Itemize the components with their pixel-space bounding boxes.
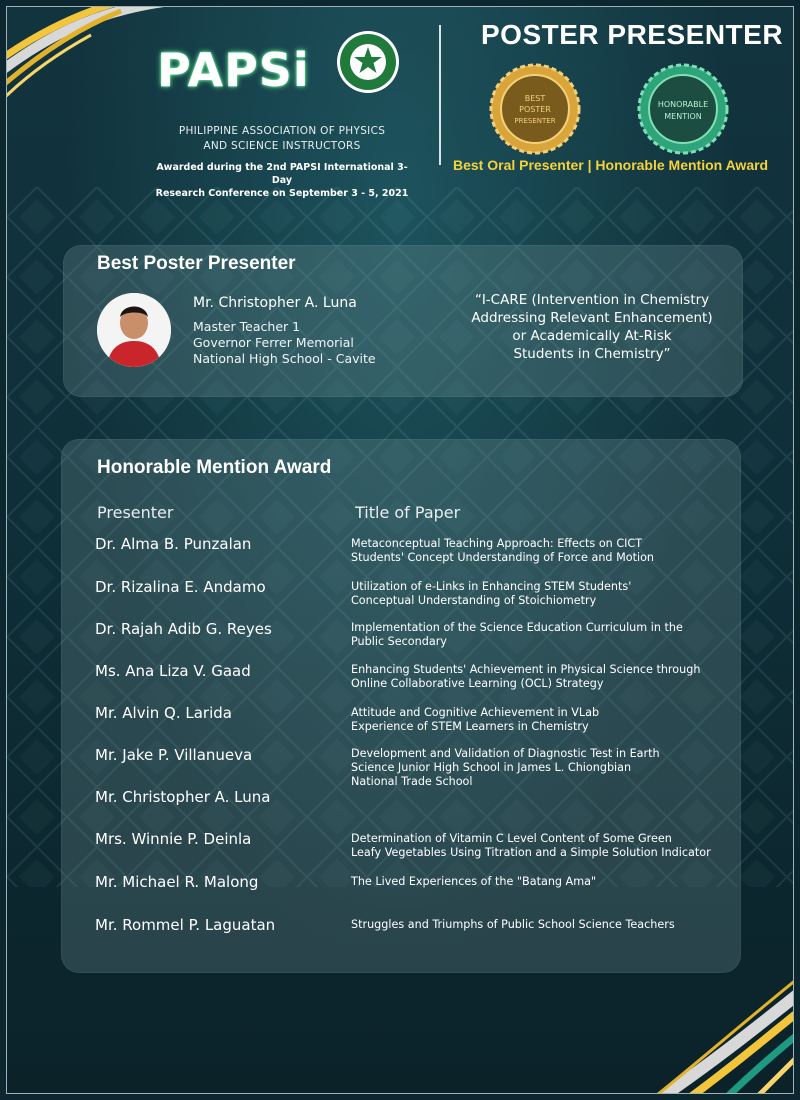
gold-ribbon-top-left [6, 6, 171, 111]
badge-caption: Best Oral Presenter | Honorable Mention Award [453, 157, 769, 173]
presenter-name: Dr. Rajah Adib G. Reyes [95, 620, 272, 638]
paper-title: Metaconceptual Teaching Approach: Effects on CICT Students' Concept Understanding of Force and Motion [351, 537, 655, 564]
best-poster-affiliation: Master Teacher 1 Governor Ferrer Memorial National High School - Cavite [193, 319, 376, 366]
university-seal [335, 29, 401, 95]
title-column-header: Title of Paper [355, 503, 461, 522]
paper-title: Struggles and Triumphs of Public School Science Teachers [351, 918, 675, 931]
presenter-name: Ms. Ana Liza V. Gaad [95, 662, 251, 680]
header-divider [439, 25, 441, 165]
presenter-name: Mrs. Winnie P. Deinla [95, 830, 252, 848]
presenter-name: Mr. Christopher A. Luna [95, 788, 271, 806]
svg-text:HONORABLE: HONORABLE [657, 100, 709, 109]
paper-title: Attitude and Cognitive Achievement in VLab Experience of STEM Learners in Chemistry [351, 706, 600, 733]
presenter-name: Dr. Alma B. Punzalan [95, 535, 252, 553]
presenter-name: Mr. Michael R. Malong [95, 873, 259, 891]
organization-name: PHILIPPINE ASSOCIATION OF PHYSICS AND SCIENCE INSTRUCTORS [178, 125, 386, 152]
presenter-column-header: Presenter [97, 503, 174, 522]
best-poster-paper-title: “I-CARE (Intervention in Chemistry Addressing Relevant Enhancement) or Academically At-Risk Students in Chemistry” [471, 292, 713, 362]
awarded-text: Awarded during the 2nd PAPSI International 3-Day Research Conference on September 3 - 5, 2021 [155, 162, 409, 199]
svg-text:BEST: BEST [524, 94, 546, 103]
paper-title: The Lived Experiences of the "Batang Ama" [351, 875, 597, 888]
honorable-mention-badge-icon [637, 63, 729, 155]
poster-presenter-title: POSTER PRESENTER [481, 19, 784, 50]
svg-text:PRESENTER: PRESENTER [514, 117, 556, 125]
avatar [97, 293, 171, 367]
svg-text:MENTION: MENTION [664, 112, 702, 121]
paper-title: Utilization of e-Links in Enhancing STEM Students' Conceptual Understanding of Stoichiometry [351, 580, 632, 607]
gold-ribbon-bottom-right [647, 967, 794, 1094]
papsi-logo: PAPSi [157, 43, 310, 97]
paper-title: Implementation of the Science Education Curriculum in the Public Secondary [351, 621, 683, 648]
best-poster-heading: Best Poster Presenter [97, 253, 296, 274]
presenter-name: Mr. Alvin Q. Larida [95, 704, 232, 722]
poster-frame [6, 6, 794, 1094]
presenter-name: Mr. Jake P. Villanueva [95, 746, 253, 764]
best-poster-name: Mr. Christopher A. Luna [193, 295, 357, 311]
paper-title: Determination of Vitamin C Level Content of Some Green Leafy Vegetables Using Titration and a Simple Solution Indicator [351, 832, 711, 859]
best-poster-badge-icon [489, 63, 581, 155]
presenter-name: Dr. Rizalina E. Andamo [95, 578, 266, 596]
paper-title: Development and Validation of Diagnostic Test in Earth Science Junior High School in James L. Chiongbian National Trade School [351, 747, 660, 788]
honorable-mention-heading: Honorable Mention Award [97, 457, 332, 478]
paper-title: Enhancing Students' Achievement in Physical Science through Online Collaborative Learning (OCL) Strategy [351, 663, 701, 690]
svg-text:POSTER: POSTER [519, 105, 551, 114]
presenter-name: Mr. Rommel P. Laguatan [95, 916, 276, 934]
